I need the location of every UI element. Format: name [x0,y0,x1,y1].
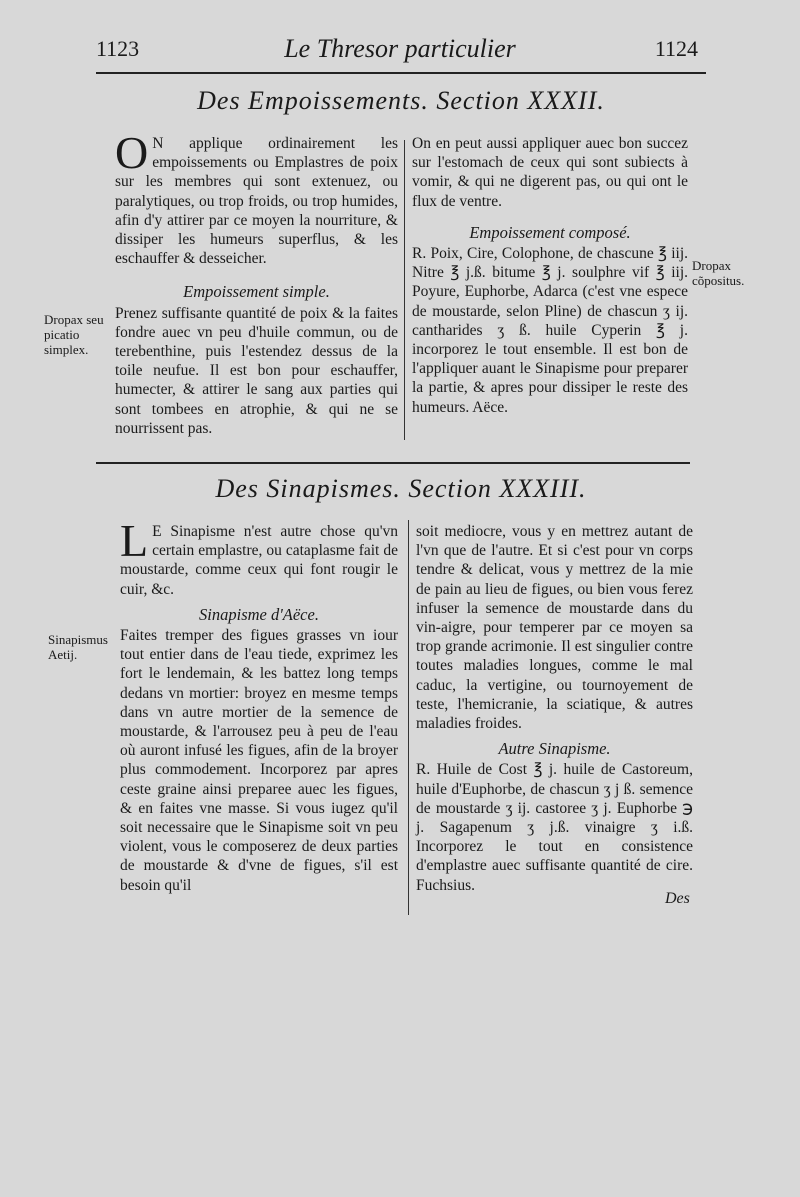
section2-intro-paragraph [120,515,398,599]
running-title: Le Thresor particulier [284,34,516,63]
margin-note: Dropax seu picatio simplex. [44,312,104,357]
subheading: Empoissement simple. [183,282,330,302]
paragraph: soit mediocre, vous y en mettrez autant de l'vn que de l'autre. Et si c'est pour vn corps tendre & delicat, vous y mettrez de la mie de pain au lieu de figues, ou bien vous ferez infuser la semence de moustarde dans du vin-aigre, pour temperer par ce moyen sa trop grande acrimonie. Il est singulier contre toutes maladies longues, comme le mal caduc, la vertigine, ou tournoyement de teste, l'hemicranie, la sciatique, & autres maladies froides. [416,523,693,733]
column-divider [408,520,409,915]
margin-note: Dropax cõpositus. [692,258,745,288]
paragraph: R. Huile de Cost ℥ j. huile de Castoreum, huile d'Euphorbe, de chascun ʒ j ß. semence de moustarde ʒ ij. castoree ʒ j. Euphorbe ℈ j. Sagapenum ʒ j.ß. vinaigre ʒ i.ß. Incorporez le tout en consistence d'emplastre auec suffisante quantité de cire. Fuchsius. [416,761,693,894]
subheading: Empoissement composé. [469,222,631,242]
subheading: Sinapisme d'Aëce. [199,604,319,624]
section-heading: Des Empoissements. Section XXXII. [197,86,605,115]
drop-capital: O [115,127,149,178]
paragraph: Prenez suffisante quantité de poix & la faites fondre auec vn peu d'huile commun, ou de terebenthine, puis l'estendez dessus de la toile neufue. Il est bon pour eschauffer, humecter, & attirer le sang aux parties qui sont tombees en atrophie, & qui ne se nourrissent pas. [115,304,398,437]
margin-note: Sinapismus Aetij. [48,632,108,662]
paragraph: Faites tremper des figues grasses vn iour tout entier dans de l'eau tiede, exprimez les fort le lendemain, & les battez long temps dedans vn mortier: broyez en mesme temps dans vn autre mortier de la semence de moustarde, & l'arrousez peu à peu de l'eau où auront infusé les figues, afin de la broyer plus commodement. Incorporez par apres ceste graine ainsi preparee auec les figues, & en faites vne masse. Si vous iugez qu'il soit necessaire que le Sinapisme soit vn peu violent, vous le composerez de deux parties de moustarde & d'vne de figues, s'il est besoin qu'il [120,627,398,894]
catchword: Des [665,890,690,907]
paragraph: On en peut aussi appliquer auec bon succez sur l'estomach de ceux qui sont subiects à vomir, & qui ne digerent pas, ou qui ont le flux de ventre. [412,135,688,210]
section2-intro-text: E Sinapisme n'est autre chose qu'vn certain emplastre, ou cataplasme fait de moustarde, comme ceux qui font rougir le cuir, &c. [120,523,398,598]
running-header [0,32,800,72]
section-heading: Des Sinapismes. Section XXXIII. [215,474,587,503]
subheading: Autre Sinapisme. [498,739,611,759]
page-number-left: 1123 [96,36,140,61]
section1-left-column [115,127,398,438]
section2-left-column [120,515,398,895]
section-rule [96,462,690,464]
section1-intro-paragraph [115,127,398,268]
section1-right-column [412,134,688,417]
drop-capital: L [120,515,149,566]
page-number-right: 1124 [654,36,698,61]
column-divider [404,140,405,440]
section1-intro-text: N applique ordinairement les empoissements ou Emplastres de poix sur les membres qui sont extenuez, ou paralytiques, ou trop froids, ou trop humides, afin d'y attirer par ce moyen la nourriture, & dissiper les humeurs superflus, & les eschauffer & desseicher. [115,135,398,268]
section2-right-column [416,522,693,895]
paragraph: R. Poix, Cire, Colophone, de chascune ℥ iij. Nitre ℥ j.ß. bitume ℥ j. soulphre vif ℥ iij. Poyure, Euphorbe, Adarca (c'est vne espece de moustarde, selon Pline) de chascun ʒ ij. cantharides ʒ ß. huile Cyperin ℥ j. incorporez le tout ensemble. Il est bon de l'appliquer auant le Sinapisme pour preparer la partie, & apres pour dissiper le reste des humeurs. Aëce. [412,245,688,416]
header-rule [96,72,706,74]
